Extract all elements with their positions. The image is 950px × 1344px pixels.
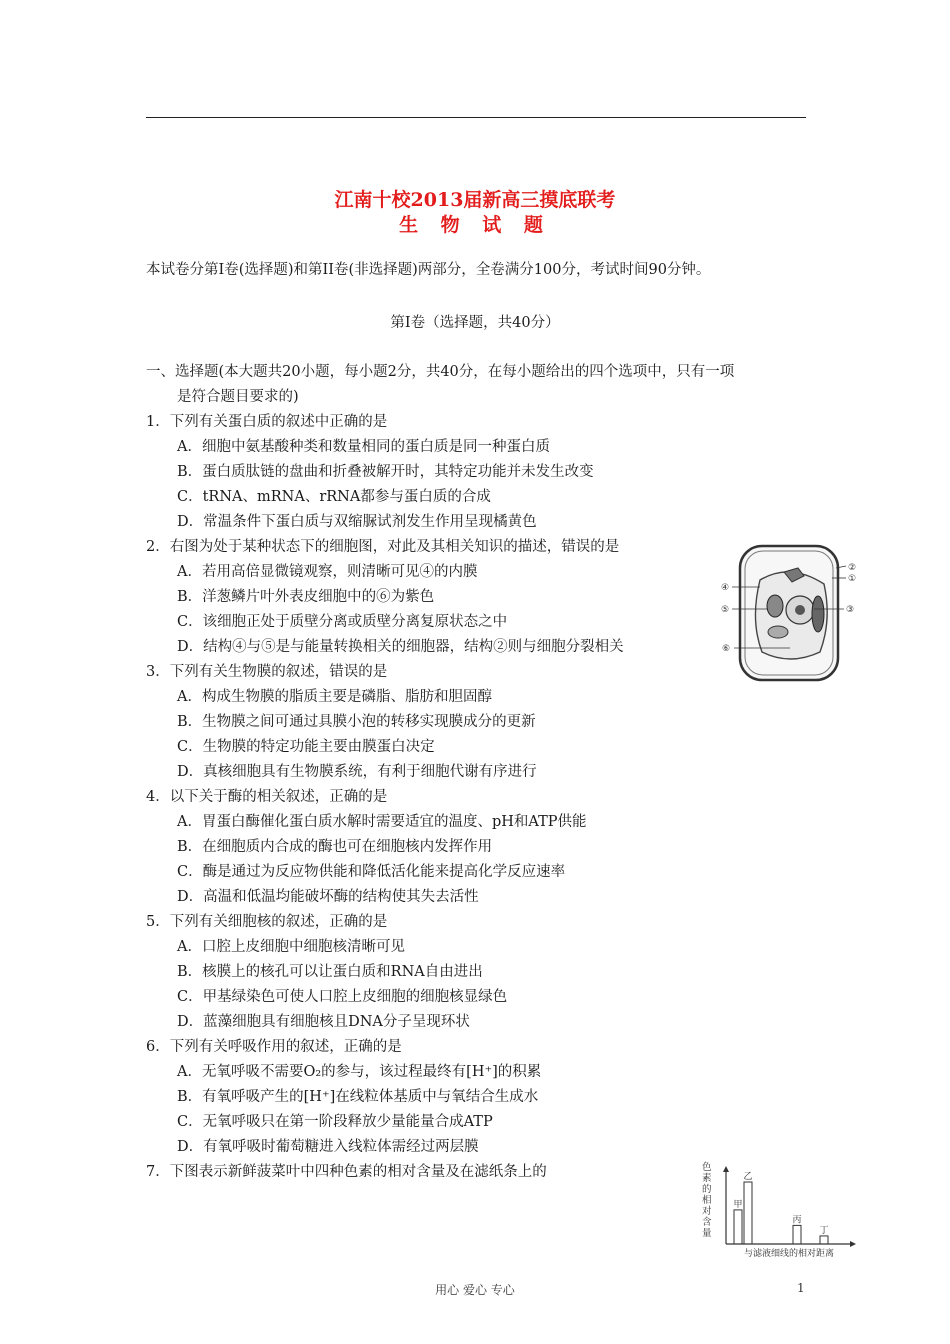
page-footer: 用心 爱心 专心	[435, 1283, 515, 1297]
question-stem: 5．下列有关细胞核的叙述，正确的是	[146, 914, 388, 930]
y-axis-arrow-icon	[723, 1166, 729, 1172]
question-option: D．常温条件下蛋白质与双缩脲试剂发生作用呈现橘黄色	[177, 514, 537, 530]
chart-bar	[793, 1225, 801, 1244]
question-option: B．蛋白质肽链的盘曲和折叠被解开时，其特定功能并未发生改变	[177, 464, 594, 480]
question-option: C．无氧呼吸只在第一阶段释放少量能量合成ATP	[177, 1114, 493, 1130]
chart-bar-label: 甲	[733, 1199, 743, 1210]
question-option: D．蓝藻细胞具有细胞核且DNA分子呈现环状	[177, 1014, 470, 1030]
question-option: D．高温和低温均能破坏酶的结构使其失去活性	[177, 889, 479, 905]
question-stem: 7．下图表示新鲜菠菜叶中四种色素的相对含量及在滤纸条上的	[146, 1164, 547, 1180]
diagram-label: ⑤	[721, 605, 730, 615]
plant-cell-diagram	[720, 540, 860, 688]
question-option: C．tRNA、mRNA、rRNA都参与蛋白质的合成	[177, 489, 491, 505]
question-stem: 1．下列有关蛋白质的叙述中正确的是	[146, 414, 388, 430]
exam-intro: 本试卷分第Ⅰ卷(选择题)和第II卷(非选择题)两部分，全卷满分100分，考试时间90分钟。	[146, 262, 711, 278]
page-number: 1	[797, 1281, 805, 1295]
question-option: C．生物膜的特定功能主要由膜蛋白决定	[177, 739, 435, 755]
chart-y-label: 色素的相对含量	[702, 1162, 712, 1239]
chart-bar	[734, 1210, 742, 1244]
x-axis-arrow-icon	[850, 1241, 856, 1247]
chart-bar	[820, 1236, 828, 1244]
question-stem: 3．下列有关生物膜的叙述，错误的是	[146, 664, 388, 680]
question-option: A．构成生物膜的脂质主要是磷脂、脂肪和胆固醇	[177, 689, 492, 705]
question-stem: 4．以下关于酶的相关叙述，正确的是	[146, 789, 388, 805]
chart-bar	[744, 1182, 752, 1244]
header-rule	[146, 117, 806, 118]
question-option: B．生物膜之间可通过具膜小泡的转移实现膜成分的更新	[177, 714, 536, 730]
part-title: 第Ⅰ卷（选择题，共40分）	[390, 315, 560, 331]
chart-bar-label: 乙	[743, 1172, 753, 1182]
question-option: D．真核细胞具有生物膜系统，有利于细胞代谢有序进行	[177, 764, 537, 780]
exam-title: 江南十校2013届新高三摸底联考	[334, 189, 616, 211]
chart-x-label: 与滤液细线的相对距离	[744, 1249, 835, 1259]
question-option: A．若用高倍显微镜观察，则清晰可见④的内膜	[177, 564, 478, 580]
question-option: D．有氧呼吸时葡萄糖进入线粒体需经过两层膜	[177, 1139, 479, 1155]
question-option: A．无氧呼吸不需要O₂的参与，该过程最终有[H⁺]的积累	[177, 1064, 542, 1080]
question-option: D．结构④与⑤是与能量转换相关的细胞器，结构②则与细胞分裂相关	[177, 639, 624, 655]
question-option: B．有氧呼吸产生的[H⁺]在线粒体基质中与氧结合生成水	[177, 1089, 539, 1105]
exam-subtitle: 生 物 试 题	[399, 214, 551, 236]
diagram-label: ②	[848, 563, 857, 573]
question-option: A．胃蛋白酶催化蛋白质水解时需要适宜的温度、pH和ATP供能	[177, 814, 587, 830]
question-stem: 2．右图为处于某种状态下的细胞图，对此及其相关知识的描述，错误的是	[146, 539, 620, 555]
section-instructions-line1: 一、选择题(本大题共20小题，每小题2分，共40分，在每小题给出的四个选项中，只有一项	[146, 364, 735, 380]
diagram-label: ①	[848, 574, 857, 584]
question-option: A．口腔上皮细胞中细胞核清晰可见	[177, 939, 405, 955]
question-stem: 6．下列有关呼吸作用的叙述，正确的是	[146, 1039, 402, 1055]
question-option: C．该细胞正处于质壁分离或质壁分离复原状态之中	[177, 614, 508, 630]
chart-bar-label: 丁	[819, 1225, 829, 1236]
question-option: C．甲基绿染色可使人口腔上皮细胞的细胞核显绿色	[177, 989, 508, 1005]
question-option: B．核膜上的核孔可以让蛋白质和RNA自由进出	[177, 964, 483, 980]
question-option: C．酶是通过为反应物供能和降低活化能来提高化学反应速率	[177, 864, 566, 880]
question-option: B．在细胞质内合成的酶也可在细胞核内发挥作用	[177, 839, 493, 855]
diagram-label: ④	[721, 583, 730, 593]
chart-bar-label: 丙	[792, 1215, 802, 1226]
diagram-label: ③	[846, 605, 855, 615]
question-option: B．洋葱鳞片叶外表皮细胞中的⑥为紫色	[177, 589, 435, 605]
diagram-label: ⑥	[722, 644, 731, 654]
section-instructions-line2: 是符合题目要求的)	[177, 389, 299, 405]
question-option: A．细胞中氨基酸种类和数量相同的蛋白质是同一种蛋白质	[177, 439, 550, 455]
